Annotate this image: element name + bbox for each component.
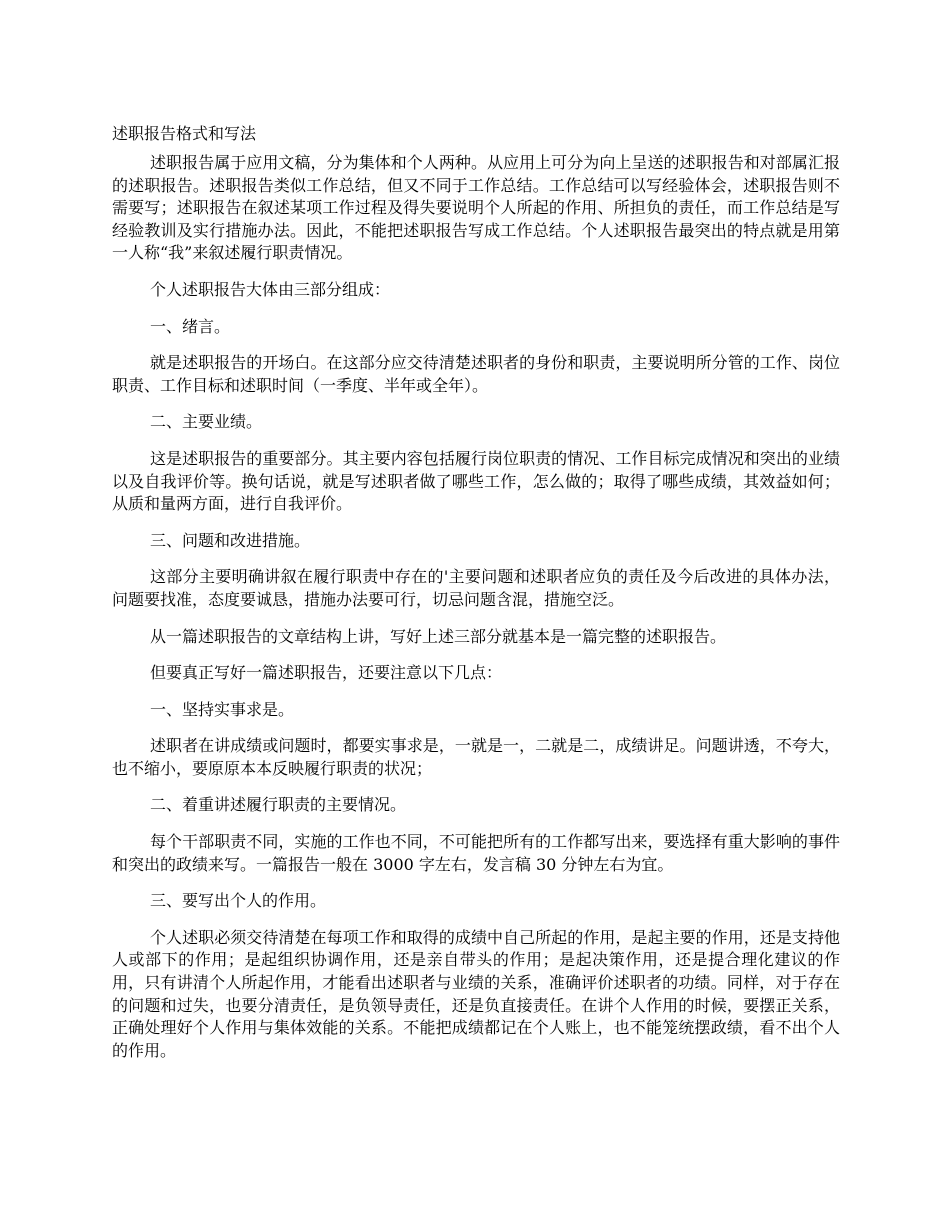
section-heading-truthfulness: 一、坚持实事求是。 bbox=[150, 699, 295, 719]
section-heading-problems: 三、问题和改进措施。 bbox=[150, 530, 311, 550]
paragraph-main-duties-body: 每个干部职责不同，实施的工作也不同，不可能把所有的工作都写出来，要选择有重大影响的事件和突出的政绩来写。一篇报告一般在 3000 字左右，发言稿 30 分钟左右为宜。 bbox=[112, 832, 840, 874]
paragraph-structure-lead: 个人述职报告大体由三部分组成： bbox=[150, 279, 391, 299]
document-page bbox=[112, 122, 840, 1076]
section-heading-introduction: 一、绪言。 bbox=[150, 316, 231, 336]
paragraph-achievements-body: 这是述职报告的重要部分。其主要内容包括履行岗位职责的情况、工作目标完成情况和突出的业绩以及自我评价等。换句话说，就是写述职者做了哪些工作，怎么做的；取得了哪些成绩，其效益如何；从质和量两方面，进行自我评价。 bbox=[112, 448, 840, 514]
paragraph-intro: 述职报告属于应用文稿，分为集体和个人两种。从应用上可分为向上呈送的述职报告和对部属汇报的述职报告。述职报告类似工作总结，但又不同于工作总结。工作总结可以写经验体会，述职报告则不需要写；述职报告在叙述某项工作过程及得失要说明个人所起的作用、所担负的责任，而工作总结是写经验教训及实行措施办法。因此，不能把述职报告写成工作总结。个人述职报告最突出的特点就是用第一人称“我”来叙述履行职责情况。 bbox=[112, 153, 840, 263]
paragraph-personal-role-body: 个人述职必须交待清楚在每项工作和取得的成绩中自己所起的作用，是起主要的作用，还是支持他人或部下的作用；是起组织协调作用，还是亲自带头的作用；是起决策作用，还是提合理化建议的作用，只有讲清个人所起作用，才能看出述职者与业绩的关系，准确评价述职者的功绩。同样，对于存在的问题和过失，也要分清责任，是负领导责任，还是负直接责任。在讲个人作用的时候，要摆正关系，正确处理好个人作用与集体效能的关系。不能把成绩都记在个人账上，也不能笼统摆政绩，看不出个人的作用。 bbox=[112, 927, 840, 1060]
paragraph-structure-summary: 从一篇述职报告的文章结构上讲，写好上述三部分就基本是一篇完整的述职报告。 bbox=[150, 626, 727, 646]
paragraph-introduction-body: 就是述职报告的开场白。在这部分应交待清楚述职者的身份和职责，主要说明所分管的工作、岗位职责、工作目标和述职时间（一季度、半年或全年）。 bbox=[112, 353, 840, 395]
paragraph-notes-lead: 但要真正写好一篇述职报告，还要注意以下几点： bbox=[150, 663, 503, 683]
section-heading-personal-role: 三、要写出个人的作用。 bbox=[150, 891, 327, 911]
document-title: 述职报告格式和写法 bbox=[112, 124, 257, 143]
paragraph-truthfulness-body: 述职者在讲成绩或问题时，都要实事求是，一就是一，二就是二，成绩讲足。问题讲透，不夸大，也不缩小，要原原本本反映履行职责的状况； bbox=[112, 736, 840, 778]
section-heading-achievements: 二、主要业绩。 bbox=[150, 412, 263, 432]
section-heading-main-duties: 二、着重讲述履行职责的主要情况。 bbox=[150, 795, 407, 815]
paragraph-problems-body: 这部分主要明确讲叙在履行职责中存在的'主要问题和述职者应负的责任及今后改进的具体办法，问题要找准，态度要诚恳，措施办法要可行，切忌问题含混，措施空泛。 bbox=[112, 567, 840, 609]
